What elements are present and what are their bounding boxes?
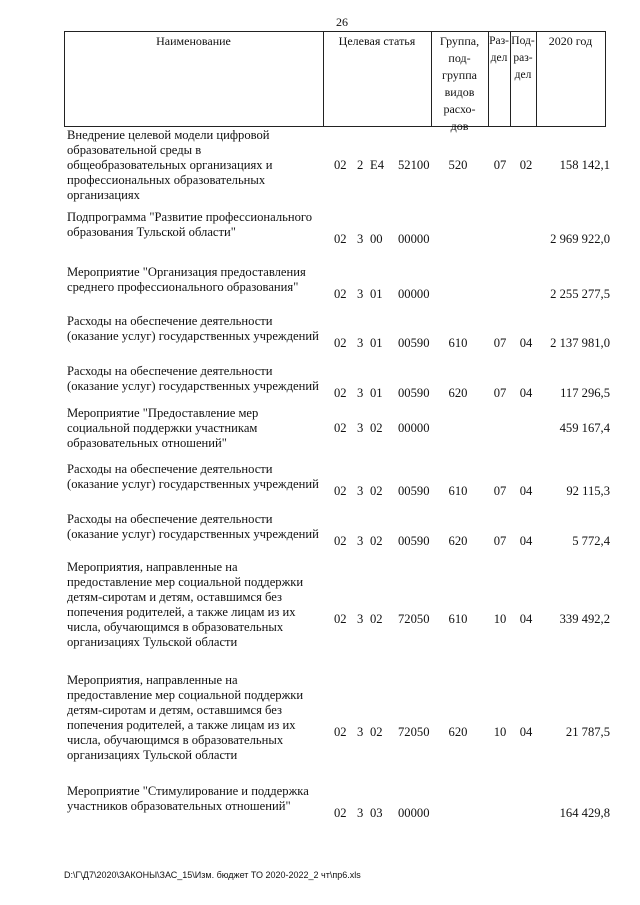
row-name-line: детям-сиротам и детям, оставшимся без [67, 590, 282, 604]
header-section-line: Раз- [489, 35, 509, 47]
cell-c1: 02 [334, 725, 347, 739]
header-bottom-rule [64, 126, 606, 127]
cell-group: 610 [448, 484, 468, 498]
cell-c1: 02 [334, 232, 347, 246]
row-name-line: образования Тульской области" [67, 225, 236, 239]
cell-amount: 2 137 981,0 [550, 336, 610, 350]
cell-subsection: 02 [519, 158, 533, 172]
cell-c2: 3 [357, 421, 364, 435]
header-group [431, 33, 488, 135]
row-name-line: образовательной среды в [67, 143, 202, 157]
cell-amount: 164 429,8 [559, 806, 610, 820]
cell-c1: 02 [334, 336, 347, 350]
cell-c4: 00000 [398, 806, 430, 820]
header-group-line: дов [450, 119, 469, 133]
header-subsection [510, 33, 536, 84]
row-name-line: организациях Тульской области [67, 748, 238, 762]
cell-amount: 459 167,4 [559, 421, 610, 435]
row-name-line: числа, обучающимся в образовательных [67, 733, 284, 747]
cell-c3: 02 [370, 725, 383, 739]
cell-c3: Е4 [370, 158, 384, 172]
table-header [64, 31, 606, 133]
cell-section: 10 [493, 612, 507, 626]
header-section-line: дел [490, 52, 508, 64]
row-name-line: Расходы на обеспечение деятельности [67, 462, 273, 476]
row-name [67, 265, 319, 295]
row-name [67, 364, 319, 394]
cell-subsection: 04 [519, 386, 533, 400]
cell-c3: 01 [370, 287, 383, 301]
cell-c3: 01 [370, 386, 383, 400]
cell-amount: 5 772,4 [572, 534, 610, 548]
cell-c1: 02 [334, 421, 347, 435]
cell-c2: 3 [357, 484, 364, 498]
footer-file-path: D:\Г\Д7\2020\ЗАКОНЫ\ЗАС_15\Изм. бюджет ТО 2020-2022_2 чт\пр6.xls [64, 870, 361, 880]
row-name [67, 128, 319, 203]
cell-c1: 02 [334, 806, 347, 820]
row-name-line: предоставление мер социальной поддержки [67, 688, 304, 702]
cell-subsection: 04 [519, 484, 533, 498]
cell-c2: 3 [357, 287, 364, 301]
row-name [67, 462, 319, 492]
row-name-line: Мероприятие "Организация предоставления [67, 265, 306, 279]
cell-section: 07 [493, 336, 507, 350]
cell-subsection: 04 [519, 534, 533, 548]
page-number: 26 [336, 15, 348, 29]
cell-c4: 00590 [398, 484, 430, 498]
row-name-line: предоставление мер социальной поддержки [67, 575, 304, 589]
cell-c2: 3 [357, 232, 364, 246]
cell-group: 620 [448, 534, 468, 548]
row-name-line: Расходы на обеспечение деятельности [67, 364, 273, 378]
header-group-line: Группа, [439, 34, 480, 48]
cell-c4: 72050 [398, 725, 430, 739]
header-group-line: группа [442, 68, 477, 82]
cell-c2: 3 [357, 386, 364, 400]
cell-c4: 00590 [398, 336, 430, 350]
cell-c1: 02 [334, 484, 347, 498]
cell-amount: 21 787,5 [565, 725, 610, 739]
cell-subsection: 04 [519, 612, 533, 626]
cell-c2: 3 [357, 534, 364, 548]
cell-c3: 03 [370, 806, 383, 820]
cell-c3: 02 [370, 534, 383, 548]
cell-c1: 02 [334, 158, 347, 172]
cell-c2: 3 [357, 612, 364, 626]
header-top-rule [64, 31, 606, 32]
cell-section: 07 [493, 484, 507, 498]
cell-subsection: 04 [519, 336, 533, 350]
header-group-line: под- [448, 51, 471, 65]
cell-section: 07 [493, 158, 507, 172]
cell-amount: 339 492,2 [559, 612, 610, 626]
header-subsection-line: раз- [513, 52, 533, 64]
cell-group: 520 [448, 158, 468, 172]
row-name-line: социальной поддержки участникам [67, 421, 258, 435]
cell-amount: 2 969 922,0 [550, 232, 610, 246]
row-name-line: организациях [67, 188, 140, 202]
row-name-line: организациях Тульской области [67, 635, 238, 649]
cell-amount: 117 296,5 [560, 386, 610, 400]
cell-c3: 00 [370, 232, 383, 246]
row-name-line: (оказание услуг) государственных учреждений [67, 329, 319, 343]
row-name-line: Подпрограмма "Развитие профессионального [67, 210, 313, 224]
cell-c3: 02 [370, 421, 383, 435]
cell-section: 07 [493, 386, 507, 400]
row-name-line: детям-сиротам и детям, оставшимся без [67, 703, 282, 717]
row-name-line: Мероприятие "Предоставление мер [67, 406, 259, 420]
cell-section: 07 [493, 534, 507, 548]
cell-c4: 00000 [398, 421, 430, 435]
row-name-line: среднего профессионального образования" [67, 280, 299, 294]
cell-section: 10 [493, 725, 507, 739]
row-name-line: числа, обучающимся в образовательных [67, 620, 284, 634]
cell-group: 610 [448, 336, 468, 350]
cell-c2: 2 [357, 158, 364, 172]
col-divider [605, 31, 606, 127]
row-name-line: Расходы на обеспечение деятельности [67, 314, 273, 328]
cell-c4: 72050 [398, 612, 430, 626]
cell-amount: 2 255 277,5 [550, 287, 610, 301]
cell-group: 620 [448, 725, 468, 739]
cell-c4: 00590 [398, 534, 430, 548]
cell-c1: 02 [334, 534, 347, 548]
cell-subsection: 04 [519, 725, 533, 739]
header-subsection-line: дел [514, 69, 532, 81]
header-target: Целевая статья [338, 34, 416, 48]
row-name-line: Мероприятие "Стимулирование и поддержка [67, 784, 309, 798]
cell-amount: 158 142,1 [559, 158, 610, 172]
row-name-line: Мероприятия, направленные на [67, 673, 238, 687]
row-name [67, 512, 319, 542]
cell-c4: 52100 [398, 158, 430, 172]
row-name [67, 673, 319, 763]
row-name [67, 560, 319, 650]
row-name [67, 210, 319, 240]
cell-group: 610 [448, 612, 468, 626]
cell-amount: 92 115,3 [566, 484, 610, 498]
row-name [67, 314, 319, 344]
row-name [67, 406, 319, 451]
cell-group: 620 [448, 386, 468, 400]
cell-c2: 3 [357, 806, 364, 820]
cell-c4: 00590 [398, 386, 430, 400]
row-name-line: (оказание услуг) государственных учреждений [67, 527, 319, 541]
row-name-line: образовательных отношений" [67, 436, 227, 450]
row-name-line: Внедрение целевой модели цифровой [67, 128, 270, 142]
row-name-line: попечения родителей, а также лицам из их [67, 605, 296, 619]
cell-c2: 3 [357, 336, 364, 350]
row-name-line: участников образовательных отношений" [67, 799, 291, 813]
header-section [488, 33, 510, 67]
cell-c3: 01 [370, 336, 383, 350]
cell-c1: 02 [334, 612, 347, 626]
row-name-line: общеобразовательных организациях и [67, 158, 273, 172]
row-name-line: (оказание услуг) государственных учреждений [67, 477, 319, 491]
header-year: 2020 год [548, 34, 593, 48]
row-name-line: попечения родителей, а также лицам из их [67, 718, 296, 732]
cell-c3: 02 [370, 612, 383, 626]
row-name-line: Расходы на обеспечение деятельности [67, 512, 273, 526]
cell-c1: 02 [334, 287, 347, 301]
row-name-line: (оказание услуг) государственных учреждений [67, 379, 319, 393]
cell-c1: 02 [334, 386, 347, 400]
cell-c4: 00000 [398, 287, 430, 301]
cell-c4: 00000 [398, 232, 430, 246]
cell-c2: 3 [357, 725, 364, 739]
row-name [67, 784, 319, 814]
row-name-line: профессиональных образовательных [67, 173, 266, 187]
row-name-line: Мероприятия, направленные на [67, 560, 238, 574]
header-group-line: расхо- [443, 102, 476, 116]
cell-c3: 02 [370, 484, 383, 498]
header-subsection-line: Под- [511, 35, 535, 47]
header-group-line: видов [444, 85, 475, 99]
header-name: Наименование [156, 34, 231, 48]
